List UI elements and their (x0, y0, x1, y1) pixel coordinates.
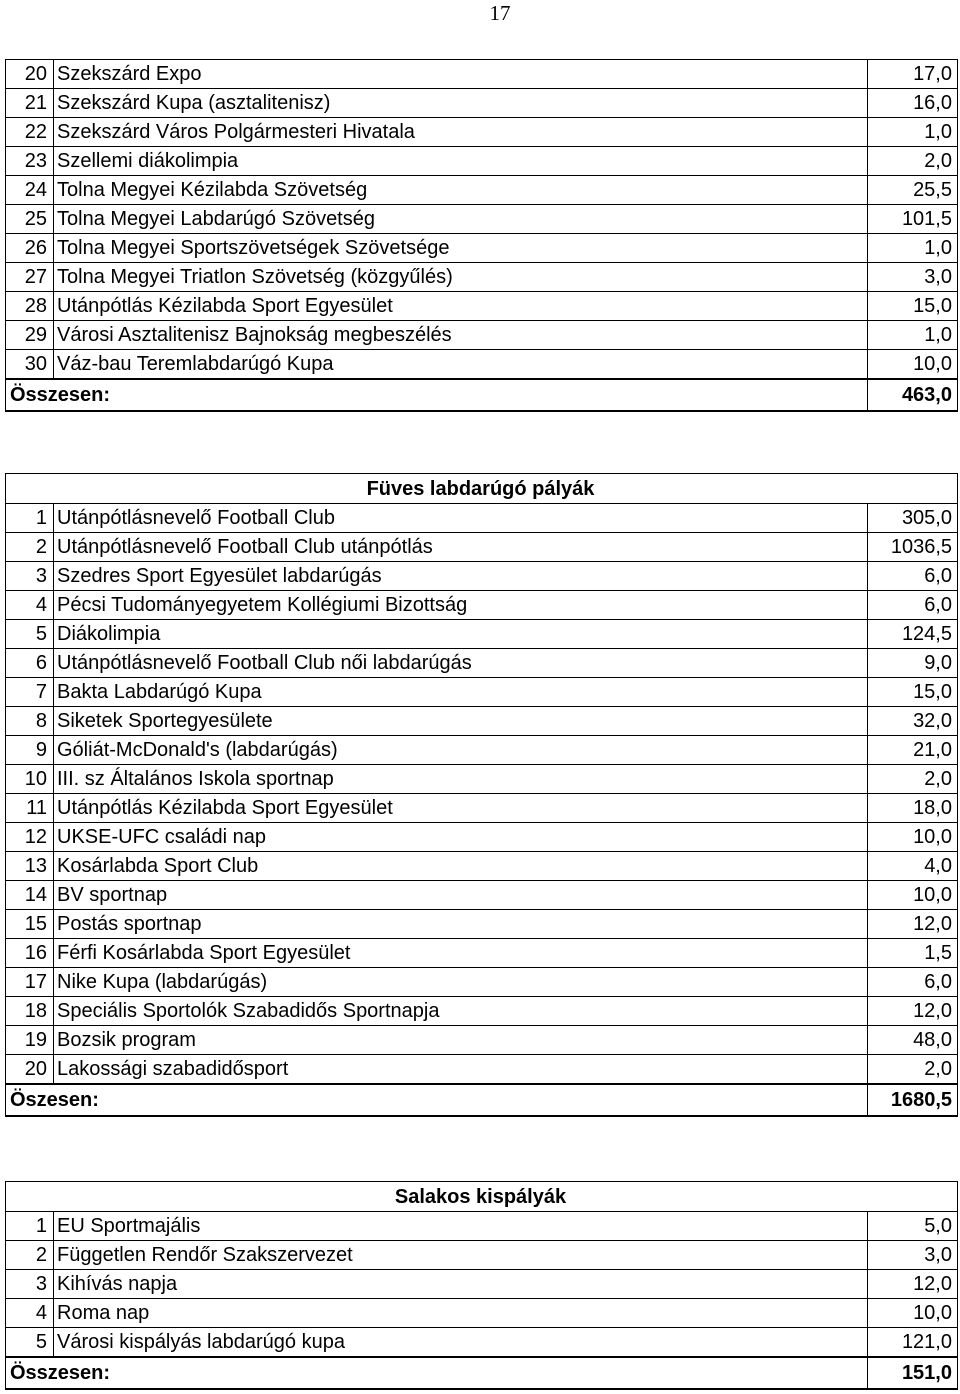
table-row (6, 649, 958, 678)
row-number: 2 (6, 533, 54, 562)
hours-value: 10,0 (868, 1299, 958, 1328)
organization-name: Diákolimpia (54, 620, 868, 649)
table-row (6, 852, 958, 881)
table-row (6, 504, 958, 533)
organization-name: EU Sportmajális (54, 1212, 868, 1241)
organization-name: Szekszárd Város Polgármesteri Hivatala (54, 118, 868, 147)
hours-value: 2,0 (868, 765, 958, 794)
hours-value: 1,5 (868, 939, 958, 968)
row-number: 5 (6, 1328, 54, 1358)
hours-value: 2,0 (868, 1055, 958, 1085)
section-header-row (6, 474, 958, 504)
hours-value: 3,0 (868, 1241, 958, 1270)
table-row (6, 1299, 958, 1328)
row-number: 21 (6, 89, 54, 118)
usage-table-cinder-small-fields (5, 1181, 958, 1390)
table-row (6, 89, 958, 118)
hours-value: 12,0 (868, 997, 958, 1026)
hours-value: 12,0 (868, 1270, 958, 1299)
row-number: 26 (6, 234, 54, 263)
table-row (6, 1241, 958, 1270)
hours-value: 10,0 (868, 881, 958, 910)
hours-value: 9,0 (868, 649, 958, 678)
hours-value: 4,0 (868, 852, 958, 881)
total-row (6, 379, 958, 411)
hours-value: 10,0 (868, 350, 958, 380)
organization-name: Tolna Megyei Sportszövetségek Szövetsége (54, 234, 868, 263)
table-row (6, 968, 958, 997)
row-number: 24 (6, 176, 54, 205)
table-row (6, 765, 958, 794)
organization-name: Szekszárd Kupa (asztalitenisz) (54, 89, 868, 118)
organization-name: Utánpótlás Kézilabda Sport Egyesület (54, 292, 868, 321)
table-row (6, 591, 958, 620)
hours-value: 12,0 (868, 910, 958, 939)
usage-table-grass-football-fields (5, 473, 958, 1117)
total-value: 151,0 (868, 1357, 958, 1389)
row-number: 7 (6, 678, 54, 707)
organization-name: Nike Kupa (labdarúgás) (54, 968, 868, 997)
row-number: 19 (6, 1026, 54, 1055)
table-row (6, 533, 958, 562)
table-row (6, 1270, 958, 1299)
table-row (6, 997, 958, 1026)
hours-value: 17,0 (868, 60, 958, 89)
row-number: 9 (6, 736, 54, 765)
organization-name: Utánpótlásnevelő Football Club (54, 504, 868, 533)
hours-value: 121,0 (868, 1328, 958, 1358)
row-number: 23 (6, 147, 54, 176)
table-row (6, 350, 958, 380)
hours-value: 305,0 (868, 504, 958, 533)
row-number: 6 (6, 649, 54, 678)
row-number: 5 (6, 620, 54, 649)
hours-value: 16,0 (868, 89, 958, 118)
table-row (6, 1055, 958, 1085)
table-row (6, 678, 958, 707)
organization-name: Szedres Sport Egyesület labdarúgás (54, 562, 868, 591)
total-value: 1680,5 (868, 1084, 958, 1116)
organization-name: Postás sportnap (54, 910, 868, 939)
total-row (6, 1084, 958, 1116)
organization-name: Speciális Sportolók Szabadidős Sportnapja (54, 997, 868, 1026)
hours-value: 1,0 (868, 118, 958, 147)
organization-name: Tolna Megyei Triatlon Szövetség (közgyűlés) (54, 263, 868, 292)
organization-name: Utánpótlásnevelő Football Club utánpótlás (54, 533, 868, 562)
table-row (6, 205, 958, 234)
table-row (6, 321, 958, 350)
row-number: 15 (6, 910, 54, 939)
row-number: 25 (6, 205, 54, 234)
table-row (6, 234, 958, 263)
organization-name: Bakta Labdarúgó Kupa (54, 678, 868, 707)
hours-value: 10,0 (868, 823, 958, 852)
organization-name: Utánpótlásnevelő Football Club női labdarúgás (54, 649, 868, 678)
organization-name: Tolna Megyei Kézilabda Szövetség (54, 176, 868, 205)
row-number: 22 (6, 118, 54, 147)
hours-value: 2,0 (868, 147, 958, 176)
row-number: 27 (6, 263, 54, 292)
hours-value: 5,0 (868, 1212, 958, 1241)
page-number: 17 (489, 1, 511, 25)
row-number: 11 (6, 794, 54, 823)
organization-name: Góliát-McDonald's (labdarúgás) (54, 736, 868, 765)
organization-name: III. sz Általános Iskola sportnap (54, 765, 868, 794)
table-row (6, 292, 958, 321)
section-title: Füves labdarúgó pályák (6, 474, 958, 504)
table-row (6, 147, 958, 176)
row-number: 8 (6, 707, 54, 736)
hours-value: 32,0 (868, 707, 958, 736)
table-row (6, 939, 958, 968)
row-number: 18 (6, 997, 54, 1026)
row-number: 3 (6, 1270, 54, 1299)
table-row (6, 620, 958, 649)
total-value: 463,0 (868, 379, 958, 411)
total-label: Öszesen: (6, 1084, 868, 1116)
row-number: 12 (6, 823, 54, 852)
organization-name: Siketek Sportegyesülete (54, 707, 868, 736)
hours-value: 6,0 (868, 562, 958, 591)
organization-name: Váz-bau Teremlabdarúgó Kupa (54, 350, 868, 380)
table-row (6, 707, 958, 736)
row-number: 30 (6, 350, 54, 380)
row-number: 3 (6, 562, 54, 591)
hours-value: 101,5 (868, 205, 958, 234)
organization-name: Lakossági szabadidősport (54, 1055, 868, 1085)
table-row (6, 1026, 958, 1055)
row-number: 29 (6, 321, 54, 350)
row-number: 14 (6, 881, 54, 910)
row-number: 13 (6, 852, 54, 881)
table-row (6, 176, 958, 205)
table-row (6, 118, 958, 147)
organization-name: Utánpótlás Kézilabda Sport Egyesület (54, 794, 868, 823)
organization-name: Tolna Megyei Labdarúgó Szövetség (54, 205, 868, 234)
usage-table-continued (5, 59, 958, 412)
organization-name: Pécsi Tudományegyetem Kollégiumi Bizottság (54, 591, 868, 620)
organization-name: Bozsik program (54, 1026, 868, 1055)
hours-value: 15,0 (868, 292, 958, 321)
hours-value: 6,0 (868, 591, 958, 620)
organization-name: Kihívás napja (54, 1270, 868, 1299)
row-number: 10 (6, 765, 54, 794)
organization-name: Városi kispályás labdarúgó kupa (54, 1328, 868, 1358)
hours-value: 25,5 (868, 176, 958, 205)
row-number: 20 (6, 1055, 54, 1085)
table-row (6, 562, 958, 591)
row-number: 17 (6, 968, 54, 997)
row-number: 1 (6, 504, 54, 533)
organization-name: Szekszárd Expo (54, 60, 868, 89)
section-title: Salakos kispályák (6, 1182, 958, 1212)
row-number: 16 (6, 939, 54, 968)
table-row (6, 736, 958, 765)
table-row (6, 910, 958, 939)
hours-value: 124,5 (868, 620, 958, 649)
hours-value: 3,0 (868, 263, 958, 292)
section-header-row (6, 1182, 958, 1212)
table-row (6, 1328, 958, 1358)
hours-value: 48,0 (868, 1026, 958, 1055)
hours-value: 1036,5 (868, 533, 958, 562)
hours-value: 1,0 (868, 321, 958, 350)
organization-name: Városi Asztalitenisz Bajnokság megbeszélés (54, 321, 868, 350)
row-number: 28 (6, 292, 54, 321)
hours-value: 18,0 (868, 794, 958, 823)
organization-name: Roma nap (54, 1299, 868, 1328)
total-label: Összesen: (6, 379, 868, 411)
row-number: 20 (6, 60, 54, 89)
hours-value: 6,0 (868, 968, 958, 997)
table-row (6, 794, 958, 823)
hours-value: 21,0 (868, 736, 958, 765)
organization-name: Kosárlabda Sport Club (54, 852, 868, 881)
row-number: 4 (6, 1299, 54, 1328)
hours-value: 1,0 (868, 234, 958, 263)
organization-name: BV sportnap (54, 881, 868, 910)
total-row (6, 1357, 958, 1389)
row-number: 1 (6, 1212, 54, 1241)
organization-name: Szellemi diákolimpia (54, 147, 868, 176)
table-row (6, 823, 958, 852)
hours-value: 15,0 (868, 678, 958, 707)
organization-name: Független Rendőr Szakszervezet (54, 1241, 868, 1270)
organization-name: Férfi Kosárlabda Sport Egyesület (54, 939, 868, 968)
row-number: 4 (6, 591, 54, 620)
table-row (6, 263, 958, 292)
total-label: Összesen: (6, 1357, 868, 1389)
organization-name: UKSE-UFC családi nap (54, 823, 868, 852)
table-row (6, 60, 958, 89)
row-number: 2 (6, 1241, 54, 1270)
table-row (6, 881, 958, 910)
table-row (6, 1212, 958, 1241)
